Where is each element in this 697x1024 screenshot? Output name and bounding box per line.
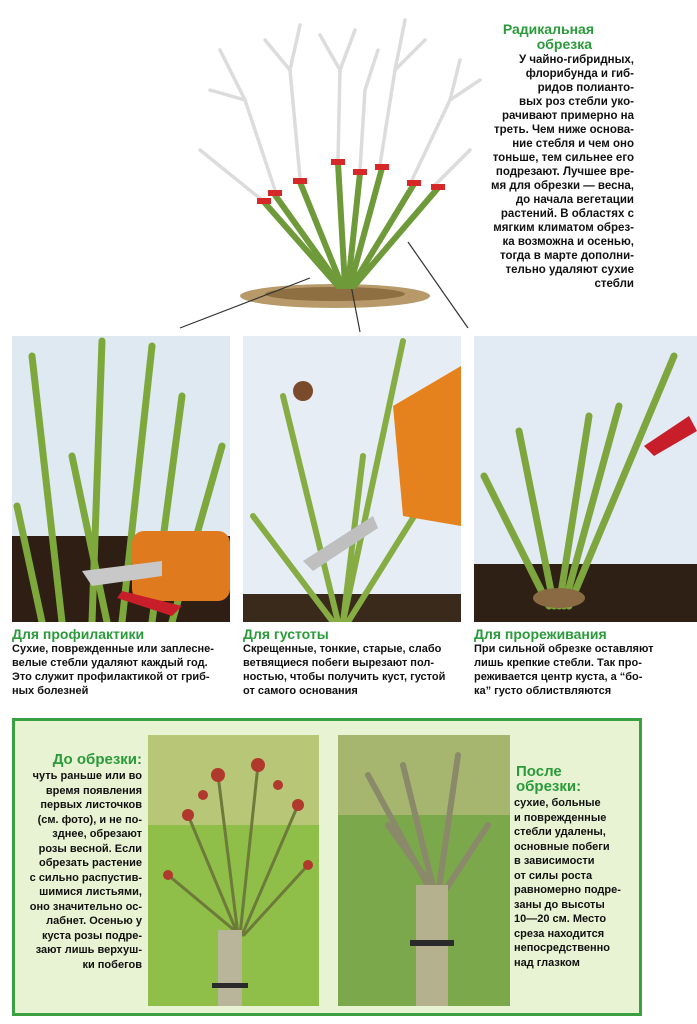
- photo-density: [243, 336, 461, 622]
- section-title: Для густоты: [243, 626, 329, 642]
- text-line: зднее, обрезают: [52, 828, 142, 840]
- text-line: и поврежденные: [514, 811, 607, 824]
- text-line: среза находится: [514, 927, 605, 940]
- section-density: [243, 627, 468, 698]
- text-line: зают лишь верхуш-: [35, 944, 142, 956]
- section-description: [12, 642, 237, 698]
- text-line: вых роз стебли укo-: [519, 96, 634, 108]
- radical-description: [430, 53, 634, 291]
- cut-marks: [257, 159, 445, 204]
- cut-mark: [268, 190, 282, 196]
- after-description: [514, 796, 638, 970]
- text-line: ки побегов: [82, 958, 142, 971]
- text-line: ние стебля и чем оно: [512, 138, 634, 150]
- text-line: рачивают примерно на: [501, 110, 634, 122]
- text-line: (см. фото), и не по-: [37, 813, 142, 826]
- text-line: 10—20 см. Место: [514, 913, 607, 925]
- text-line: Это служит профилактикой от гриб-: [12, 671, 210, 683]
- text-line: непосредственно: [514, 942, 611, 954]
- text-line: мя для обрезки — весна,: [491, 180, 634, 192]
- cut-mark: [375, 164, 389, 170]
- section-thinning: [474, 627, 696, 698]
- text-line: в зависимости: [514, 855, 595, 867]
- before-title: До обрезки:: [52, 751, 142, 768]
- text-line: оно значительно ос-: [29, 900, 142, 913]
- cut-mark: [407, 180, 421, 186]
- text-line: Сухие, поврежденные или заплесне-: [12, 643, 214, 655]
- text-line: стебли: [594, 278, 634, 290]
- text-line: тельно удаляют сухие: [505, 264, 634, 276]
- photo-before-pruning: [148, 735, 319, 1006]
- text-line: тоньше, тем сильнее его: [492, 152, 634, 164]
- text-line: мягким климатом обрез-: [493, 222, 634, 234]
- text-line: от силы роста: [514, 869, 593, 882]
- radical-title-line1: Радикальная: [502, 21, 594, 37]
- photo-thinning: [474, 336, 697, 622]
- cut-mark: [331, 159, 345, 165]
- text-line: время появления: [45, 784, 142, 797]
- text-line: от самого основания: [243, 685, 358, 697]
- text-line: чуть раньше или во: [32, 770, 142, 782]
- text-line: реживается центр куста, а “бо-: [474, 671, 643, 683]
- after-title-line1: После: [516, 763, 562, 780]
- text-line: Скрещенные, тонкие, старые, слабо: [243, 643, 442, 655]
- text-line: ветвящиеся побеги вырезают пол-: [243, 657, 435, 669]
- text-line: шимися листьями,: [39, 886, 142, 898]
- text-line: заны до высоты: [514, 898, 605, 911]
- section-prophylaxis: [12, 627, 237, 698]
- section-description: [243, 642, 468, 698]
- cut-mark: [353, 169, 367, 175]
- text-line: куста розы подре-: [42, 929, 142, 942]
- after-title: [514, 764, 638, 794]
- text-line: обрезать растение: [39, 857, 142, 869]
- text-line: стебли удалены,: [514, 826, 606, 838]
- text-line: треть. Чем ниже основа-: [493, 124, 634, 136]
- before-description: [18, 769, 142, 972]
- section-title: Для профилактики: [12, 626, 145, 642]
- text-line: равномерно подре-: [514, 884, 621, 896]
- text-line: сухие, больные: [514, 797, 601, 809]
- text-line: ка возможна и осенью,: [502, 236, 634, 248]
- text-line: лишь крепкие стебли. Так про-: [474, 657, 642, 669]
- text-line: велые стебли удаляют каждый год.: [12, 657, 208, 669]
- text-line: до начала вегетации: [515, 194, 634, 206]
- text-line: ностью, чтобы получить куст, густой: [243, 671, 446, 683]
- text-line: основные побеги: [514, 840, 610, 853]
- section-description: [474, 642, 696, 698]
- photo-prophylaxis: [12, 336, 230, 622]
- photo-after-pruning: [338, 735, 510, 1006]
- text-line: ных болезней: [12, 685, 89, 697]
- text-line: тогда в марте дополни-: [499, 250, 634, 262]
- cut-mark: [293, 178, 307, 184]
- radical-title-line2: обрезка: [536, 36, 592, 52]
- text-line: с сильно распустив-: [29, 871, 142, 884]
- text-line: ридов полианто-: [537, 82, 634, 94]
- text-line: подрезают. Лучшее вре-: [495, 166, 634, 178]
- after-title-line2: обрезки:: [516, 778, 582, 795]
- text-line: флорибунда и гиб-: [525, 68, 634, 80]
- text-line: над глазком: [514, 956, 580, 969]
- text-line: растений. В областях с: [500, 208, 634, 220]
- cut-mark: [257, 198, 271, 204]
- text-line: розы весной. Если: [38, 842, 142, 855]
- after-block: [514, 764, 638, 970]
- text-line: ка” густо облиствляются: [474, 685, 612, 697]
- text-line: У чайно-гибридных,: [518, 54, 634, 66]
- before-block: [18, 752, 142, 972]
- text-line: лабнет. Осенью у: [46, 915, 142, 927]
- section-title: Для прореживания: [474, 626, 607, 642]
- text-line: При сильной обрезке оставляют: [474, 643, 654, 655]
- radical-title: [470, 22, 594, 52]
- text-line: первых листочков: [40, 799, 142, 811]
